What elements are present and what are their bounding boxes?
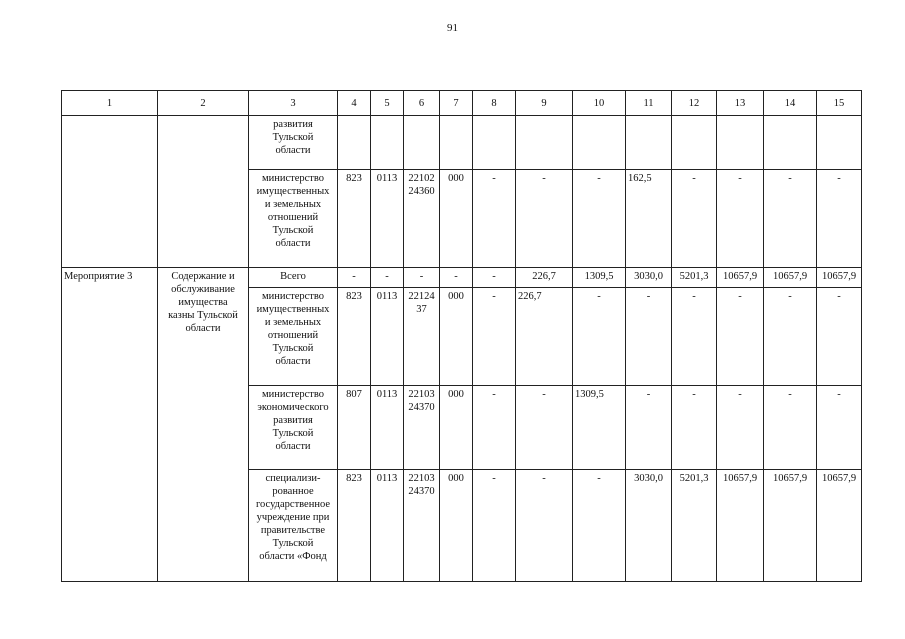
value-cell [626, 116, 672, 170]
value-cell: - [672, 288, 717, 386]
value-cell: 10657,9 [764, 470, 817, 582]
value-cell [573, 116, 626, 170]
section-cell: 0113 [371, 288, 404, 386]
value-cell: 226,7 [516, 268, 573, 288]
description-cell-empty [158, 116, 249, 268]
kgrbs-cell: 807 [338, 386, 371, 470]
target-article-cell: 22103 24370 [404, 470, 440, 582]
value-cell: - [717, 170, 764, 268]
value-cell: 10657,9 [717, 470, 764, 582]
value-cell: - [473, 288, 516, 386]
value-cell: 10657,9 [717, 268, 764, 288]
value-cell [371, 116, 404, 170]
expense-type-cell: 000 [440, 170, 473, 268]
expense-type-cell: 000 [440, 288, 473, 386]
value-cell: 3030,0 [626, 470, 672, 582]
header-row [62, 91, 862, 116]
value-cell: - [717, 288, 764, 386]
value-cell: - [404, 268, 440, 288]
value-cell: 5201,3 [672, 268, 717, 288]
value-cell: - [516, 170, 573, 268]
event-description: Содержание и обслуживание имущества казны Тульской области [158, 268, 249, 582]
table-row [62, 116, 862, 170]
column-header: 7 [440, 91, 473, 116]
column-header: 15 [817, 91, 862, 116]
value-cell [473, 116, 516, 170]
value-cell: - [764, 288, 817, 386]
section-cell: 0113 [371, 386, 404, 470]
column-header: 14 [764, 91, 817, 116]
executor-cell: министерство имущественных и земельных отношений Тульской области [249, 288, 338, 386]
table-row [62, 268, 862, 288]
value-cell: 3030,0 [626, 268, 672, 288]
value-cell: - [473, 170, 516, 268]
kgrbs-cell: 823 [338, 288, 371, 386]
column-header: 8 [473, 91, 516, 116]
value-cell: 1309,5 [573, 268, 626, 288]
column-header: 4 [338, 91, 371, 116]
column-header: 9 [516, 91, 573, 116]
event-cell-empty [62, 116, 158, 268]
executor-cell: специализи- рованное государственное учреждение при правительстве Тульской области «Фонд [249, 470, 338, 582]
value-cell: - [473, 386, 516, 470]
value-cell: - [516, 386, 573, 470]
value-cell: - [817, 386, 862, 470]
column-header: 13 [717, 91, 764, 116]
value-cell [516, 116, 573, 170]
value-cell: - [473, 470, 516, 582]
value-cell: - [573, 170, 626, 268]
event-label: Мероприятие 3 [62, 268, 158, 582]
value-cell [717, 116, 764, 170]
value-cell [404, 116, 440, 170]
column-header: 12 [672, 91, 717, 116]
value-cell: - [473, 268, 516, 288]
value-cell: - [672, 170, 717, 268]
kgrbs-cell: 823 [338, 470, 371, 582]
value-cell [817, 116, 862, 170]
value-cell: - [764, 170, 817, 268]
value-cell: - [717, 386, 764, 470]
executor-cell: Всего [249, 268, 338, 288]
column-header: 5 [371, 91, 404, 116]
column-header: 2 [158, 91, 249, 116]
value-cell: - [626, 386, 672, 470]
value-cell: 10657,9 [817, 268, 862, 288]
target-article-cell: 22124 37 [404, 288, 440, 386]
column-header: 11 [626, 91, 672, 116]
target-article-cell: 22102 24360 [404, 170, 440, 268]
value-cell: 10657,9 [764, 268, 817, 288]
expense-type-cell: 000 [440, 386, 473, 470]
section-cell: 0113 [371, 170, 404, 268]
kgrbs-cell: 823 [338, 170, 371, 268]
value-cell: - [573, 288, 626, 386]
column-header: 1 [62, 91, 158, 116]
value-cell: 162,5 [626, 170, 672, 268]
section-cell: 0113 [371, 470, 404, 582]
expense-type-cell: 000 [440, 470, 473, 582]
value-cell [764, 116, 817, 170]
value-cell: - [626, 288, 672, 386]
value-cell [440, 116, 473, 170]
value-cell: 10657,9 [817, 470, 862, 582]
column-header: 10 [573, 91, 626, 116]
value-cell [338, 116, 371, 170]
executor-cell: министерство экономического развития Тульской области [249, 386, 338, 470]
value-cell: - [817, 170, 862, 268]
value-cell: 5201,3 [672, 470, 717, 582]
value-cell: 1309,5 [573, 386, 626, 470]
value-cell [672, 116, 717, 170]
value-cell: - [672, 386, 717, 470]
target-article-cell: 22103 24370 [404, 386, 440, 470]
value-cell: - [817, 288, 862, 386]
value-cell: - [764, 386, 817, 470]
value-cell: - [371, 268, 404, 288]
budget-table [61, 90, 862, 582]
value-cell: - [440, 268, 473, 288]
column-header: 6 [404, 91, 440, 116]
page-number: 91 [447, 22, 458, 34]
executor-cell: развития Тульской области [249, 116, 338, 170]
value-cell: - [516, 470, 573, 582]
column-header: 3 [249, 91, 338, 116]
executor-cell: министерство имущественных и земельных отношений Тульской области [249, 170, 338, 268]
value-cell: - [573, 470, 626, 582]
value-cell: - [338, 268, 371, 288]
value-cell: 226,7 [516, 288, 573, 386]
